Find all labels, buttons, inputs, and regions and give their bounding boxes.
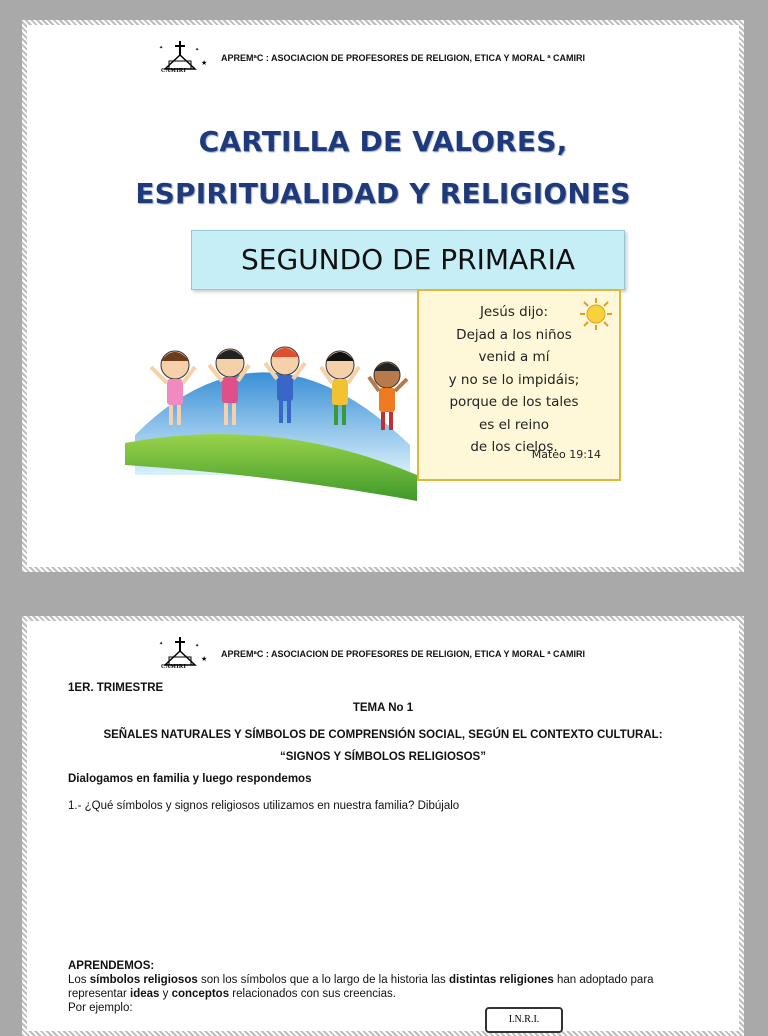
logo-label: CAMIRI bbox=[161, 68, 187, 74]
text-run: y bbox=[159, 988, 172, 1000]
bold-run: ideas bbox=[130, 988, 160, 1000]
bold-run: distintas religiones bbox=[448, 974, 554, 986]
verse-line: de los cielos. bbox=[470, 439, 558, 455]
bible-verse-card bbox=[417, 289, 621, 481]
jumping-children-illustration bbox=[125, 325, 417, 501]
theme-subheading: “SIGNOS Y SÍMBOLOS RELIGIOSOS” bbox=[280, 751, 486, 763]
svg-text:✦: ✦ bbox=[195, 47, 200, 53]
svg-text:✦: ✦ bbox=[195, 643, 200, 649]
verse-line: y no se lo impidáis; bbox=[448, 371, 580, 388]
verse-line: Dejad a los niños bbox=[456, 326, 572, 343]
learn-paragraph-line-1 bbox=[68, 974, 654, 986]
svg-text:✦: ✦ bbox=[159, 641, 164, 647]
lesson-page bbox=[22, 616, 744, 1036]
title-line-1: CARTILLA DE VALORES, bbox=[198, 125, 568, 158]
cover-page bbox=[22, 20, 744, 572]
title-line-2: ESPIRITUALIDAD Y RELIGIONES bbox=[135, 177, 631, 210]
theme-number: TEMA No 1 bbox=[352, 702, 414, 714]
verse-line: porque de los tales bbox=[449, 394, 579, 410]
page-header bbox=[155, 39, 715, 79]
page-header bbox=[155, 635, 715, 675]
bold-run: conceptos bbox=[171, 988, 230, 1000]
trimester-label: 1ER. TRIMESTRE bbox=[68, 682, 164, 694]
org-header-text: APREMªC : ASOCIACION DE PROFESORES DE RELIGION, ETICA Y MORAL ª CAMIRI bbox=[221, 53, 586, 63]
text-run: relacionados con sus creencias. bbox=[229, 988, 396, 1000]
verse-line: Jesús dijo: bbox=[479, 304, 549, 320]
verse-line: venid a mí bbox=[478, 349, 550, 365]
svg-text:★: ★ bbox=[201, 656, 207, 663]
svg-text:✦: ✦ bbox=[159, 45, 164, 51]
logo-label: CAMIRI bbox=[161, 664, 187, 670]
inri-sign: I.N.R.I. bbox=[485, 1007, 563, 1033]
theme-heading: SEÑALES NATURALES Y SÍMBOLOS DE COMPRENSIÓN SOCIAL, SEGÚN EL CONTEXTO CULTURAL: bbox=[103, 729, 663, 741]
learn-heading: APRENDEMOS: bbox=[68, 960, 155, 972]
text-run: Los bbox=[68, 974, 90, 986]
text-run: han adoptado para bbox=[553, 974, 654, 986]
verse-text bbox=[429, 301, 599, 459]
text-run: representar bbox=[68, 988, 131, 1000]
org-header-text: APREMªC : ASOCIACION DE PROFESORES DE RELIGION, ETICA Y MORAL ª CAMIRI bbox=[221, 649, 586, 659]
example-label: Por ejemplo: bbox=[68, 1002, 133, 1014]
dialog-instruction: Dialogamos en familia y luego respondemos bbox=[68, 773, 312, 785]
question-1: 1.- ¿Qué símbolos y signos religiosos utilizamos en nuestra familia? Dibújalo bbox=[68, 800, 460, 812]
svg-text:★: ★ bbox=[201, 60, 207, 67]
grade-banner: SEGUNDO DE PRIMARIA bbox=[191, 230, 625, 290]
learn-paragraph-line-2 bbox=[68, 988, 396, 1000]
verse-reference: Mateo 19:14 bbox=[531, 448, 601, 461]
bold-run: símbolos religiosos bbox=[89, 974, 198, 986]
text-run: son los símbolos que a lo largo de la historia las bbox=[197, 974, 449, 986]
verse-line: es el reino bbox=[478, 416, 550, 433]
